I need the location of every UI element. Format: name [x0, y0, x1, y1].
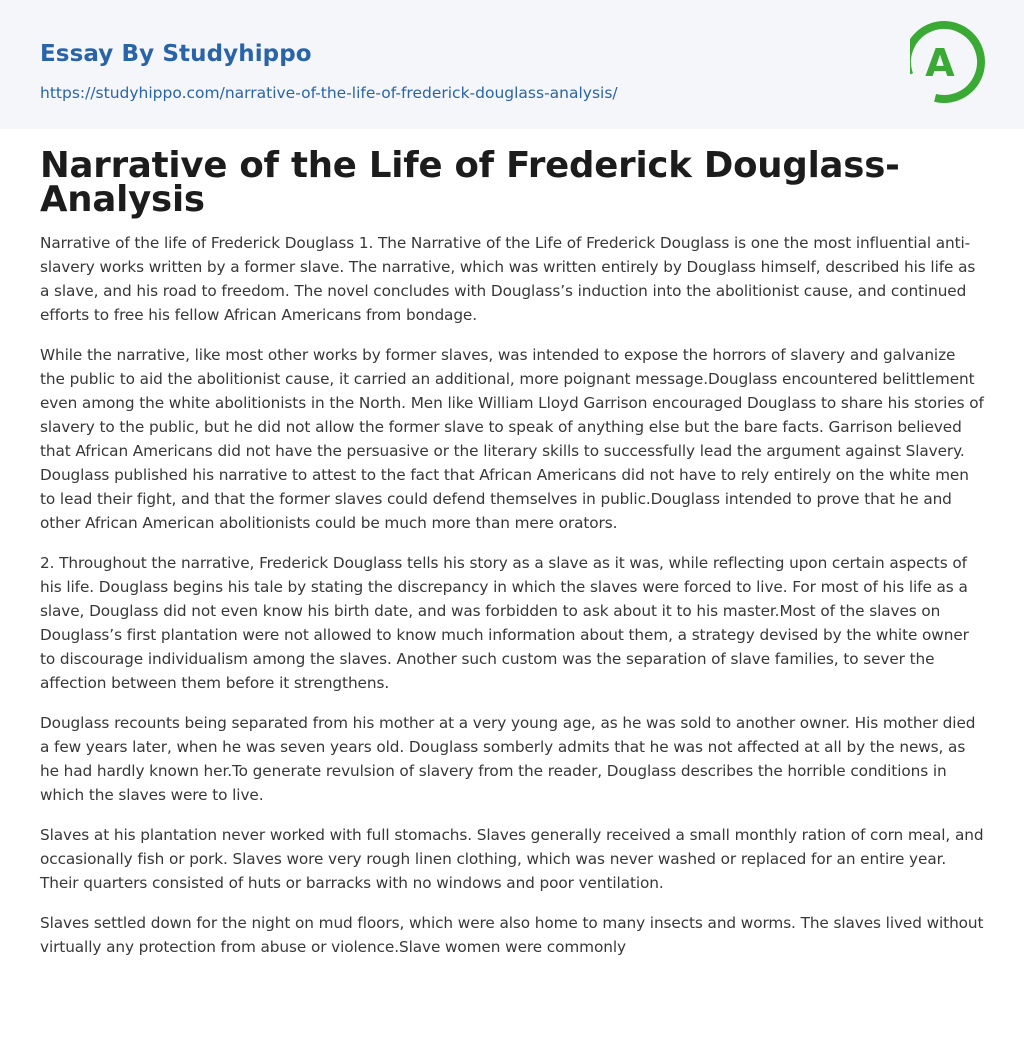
paragraph: Slaves settled down for the night on mud floors, which were also home to many insects and worms. The slaves lived without virtually any protection from abuse or violence.Slave women were commonly	[40, 914, 984, 956]
logo-letter: A	[925, 41, 955, 85]
site-header	[0, 0, 1024, 129]
paragraph: Slaves at his plantation never worked with full stomachs. Slaves generally received a small monthly ration of corn meal, and occasionally fish or pork. Slaves wore very rough linen clothing, which was never washed or replaced for an entire year. Their quarters consisted of huts or barracks with no windows and poor ventilation.	[40, 826, 984, 892]
paragraph: Narrative of the life of Frederick Douglass 1. The Narrative of the Life of Frederick Douglass is one the most influential anti-slavery works written by a former slave. The narrative, which was written entirely by Douglass himself, described his life as a slave, and his road to freedom. The novel concludes with Douglass’s induction into the abolitionist cause, and continued efforts to free his fellow African Americans from bondage.	[40, 234, 976, 324]
article-title: Narrative of the Life of Frederick Douglass- Analysis	[40, 145, 900, 220]
paragraph: Douglass recounts being separated from his mother at a very young age, as he was sold to another owner. His mother died a few years later, when he was seven years old. Douglass somberly admits that he was not affected at all by the news, as he had hardly known her.To generate revulsion of slavery from the reader, Douglass describes the horrible conditions in which the slaves were to live.	[40, 714, 976, 804]
brand-title: Essay By Studyhippo	[40, 41, 312, 67]
studyhippo-logo-icon	[910, 19, 986, 105]
paragraph: 2. Throughout the narrative, Frederick Douglass tells his story as a slave as it was, while reflecting upon certain aspects of his life. Douglass begins his tale by stating the discrepancy in which the slaves were forced to live. For most of his life as a slave, Douglass did not even know his birth date, and was forbidden to ask about it to his master.Most of the slaves on Douglass’s first plantation were not allowed to know much information about them, a strategy devised by the white owner to discourage individualism among the slaves. Another such custom was the separation of slave families, to sever the affection between them before it strengthens.	[40, 554, 969, 692]
source-url-link[interactable]: https://studyhippo.com/narrative-of-the-life-of-frederick-douglass-analysis/	[40, 84, 618, 102]
paragraph: While the narrative, like most other works by former slaves, was intended to expose the horrors of slavery and galvanize the public to aid the abolitionist cause, it carried an additional, more poignant message.Douglass encountered belittlement even among the white abolitionists in the North. Men like William Lloyd Garrison encouraged Douglass to share his stories of slavery to the public, but he did not allow the former slave to speak of anything else but the bare facts. Garrison believed that African Americans did not have the persuasive or the literary skills to successfully lead the argument against Slavery. Douglass published his narrative to attest to the fact that African Americans did not have to rely entirely on the white men to lead their fight, and that the former slaves could defend themselves in public.Douglass intended to prove that he and other African American abolitionists could be much more than mere orators.	[40, 346, 984, 532]
article	[0, 145, 1024, 959]
